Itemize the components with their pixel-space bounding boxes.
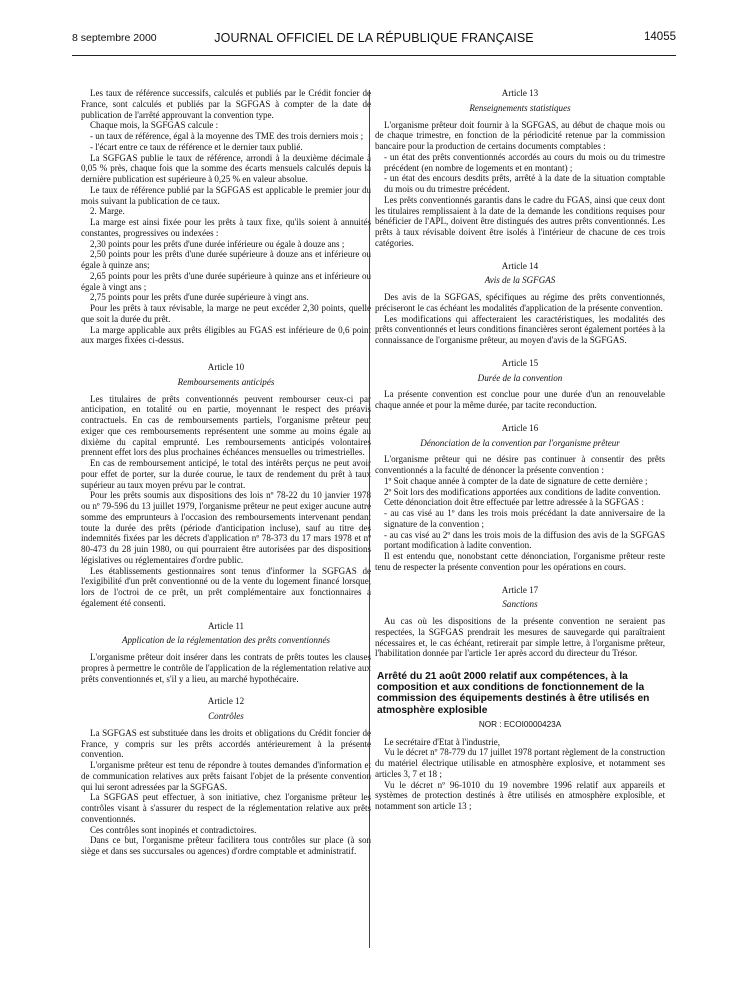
article-subtitle: Renseignements statistiques	[469, 102, 571, 113]
paragraph: En cas de remboursement anticipé, le total des intérêts perçus ne peut avoir pour effet de porter, sur la durée courue, le taux de rendement du prêt à taux supérieur au taux moyen prévu par le contrat.	[81, 458, 371, 490]
paragraph: Cette dénonciation doit être effectuée par lettre adressée à la SGFGAS :	[384, 497, 644, 508]
paragraph: La SGFGAS est substituée dans les droits et obligations du Crédit foncier de France, y compris sur les prêts accordés antérieurement à la présente convention.	[81, 727, 371, 760]
paragraph: La présente convention est conclue pour une durée d'un an renouvelable chaque année et pour la même durée, par tacite reconduction.	[375, 389, 665, 410]
paragraph: Il est entendu que, nonobstant cette dénonciation, l'organisme prêteur reste tenu de respecter la présente convention pour les opérations en cours.	[375, 551, 665, 572]
paragraph: Au cas où les dispositions de la présente convention ne seraient pas respectées, la SGFGAS prendrait les mesures de sauvegarde qui paraîtraient nécessaires et, le cas échéant, retirerait par simple lettre, à l'organisme prêteur, l'habilitation donnée par l'article 1er après accord du directeur du Trésor.	[375, 616, 665, 659]
paragraph: 1º Soit chaque année à compter de la date de signature de cette dernière ;	[384, 475, 648, 486]
paragraph: 2. Marge.	[90, 206, 125, 217]
paragraph: 2,30 points pour les prêts d'une durée inférieure ou égale à douze ans ;	[90, 238, 345, 249]
article-subtitle: Application de la réglementation des prêts conventionnés	[121, 635, 331, 646]
article-heading: Article 11	[207, 620, 245, 631]
list-item: - l'écart entre ce taux de référence et le dernier taux publié.	[90, 141, 303, 152]
paragraph: 2º Soit lors des modifications apportées aux conditions de ladite convention.	[384, 486, 661, 497]
paragraph: Les taux de référence successifs, calculés et publiés par le Crédit foncier de France, sont calculés et publiés par la SGFGAS à compter de la date de publication de l'arrêté approuvant la convention type.	[81, 88, 371, 120]
paragraph: Les prêts conventionnés garantis dans le cadre du FGAS, ainsi que ceux dont les titulaires remplissaient à la date de la demande les conditions requises pour bénéficier de l'APL, doivent être distingués des autres prêts conventionnés. Les prêts à taux révisable doivent être isolés à l'intérieur de chacune de ces trois catégories.	[375, 194, 665, 248]
paragraph: L'organisme prêteur est tenu de répondre à toutes demandes d'information et de communication relatives aux prêts faisant l'objet de la présente convention qui lui seront adressées par la SGFGAS.	[81, 760, 371, 792]
column-divider	[369, 90, 370, 948]
paragraph: Des avis de la SGFGAS, spécifiques au régime des prêts conventionnés, préciseront le cas échéant les modalités d'application de la présente convention.	[375, 292, 665, 313]
article-subtitle: Avis de la SGFGAS	[484, 275, 556, 286]
paragraph: La marge est ainsi fixée pour les prêts à taux fixe, qu'ils soient à annuités constantes, progressives ou indexées :	[81, 217, 371, 238]
header-date: 8 septembre 2000	[72, 32, 157, 44]
list-item: - au cas visé au 2º dans les trois mois de la diffusion des avis de la SGFGAS portant modification à ladite convention.	[384, 529, 665, 551]
list-item: - au cas visé au 1º dans les trois mois précédant la date anniversaire de la signature de la convention ;	[384, 508, 665, 529]
paragraph: Ces contrôles sont inopinés et contradictoires.	[90, 824, 257, 835]
article-heading: Article 17	[501, 584, 539, 595]
list-item: - un taux de référence, égal à la moyenne des TME des trois derniers mois ;	[90, 131, 364, 141]
paragraph: Dans ce but, l'organisme prêteur facilitera tous contrôles sur place (à son siège et dans ses succursales ou agences) d'ordre comptable et administratif.	[81, 835, 371, 856]
article-subtitle: Remboursements anticipés	[177, 376, 275, 387]
right-column	[375, 88, 665, 812]
page-number: 14055	[644, 31, 676, 43]
list-item: - un état des prêts conventionnés accordés au cours du mois ou du trimestre précédent (en nombre de logements et en montant) ;	[384, 151, 665, 173]
article-heading: Article 12	[207, 696, 245, 707]
left-column	[81, 88, 371, 857]
paragraph: 2,75 points pour les prêts d'une durée supérieure à vingt ans.	[90, 292, 309, 303]
paragraph: La SGFGAS publie le taux de référence, arrondi à la deuxième décimale à 0,05 % près, chaque fois que la somme des écarts mensuels calculés depuis la dernière publication est supérieure à 0,25 % en valeur absolue.	[81, 152, 371, 184]
paragraph: Le taux de référence publié par la SGFGAS est applicable le premier jour du mois suivant la publication de ce taux.	[81, 184, 371, 206]
article-heading: Article 16	[501, 422, 539, 433]
paragraph: Pour les prêts à taux révisable, la marge ne peut excéder 2,30 points, quelle que soit la durée du prêt.	[81, 303, 371, 324]
paragraph: La SGFGAS peut effectuer, à son initiative, chez l'organisme prêteur les contrôles visant à s'assurer du respect de la réglementation relative aux prêts conventionnés.	[81, 792, 371, 824]
article-subtitle: Sanctions	[502, 599, 538, 610]
paragraph: 2,50 points pour les prêts d'une durée supérieure à douze ans et inférieure ou égale à quinze ans;	[81, 249, 371, 270]
paragraph: Les titulaires de prêts conventionnés peuvent rembourser ceux-ci par anticipation, en totalité ou en partie, moyennant le respect des préavis contractuels. En cas de remboursements partiels, l'organisme prêteur peut exiger que ces remboursements représentent une somme au moins égale au dixième du capital emprunté. Les remboursements anticipés volontaires prennent effet lors des plus prochaines échéances mensuelles ou trimestrielles.	[81, 393, 371, 458]
paragraph: Les établissements gestionnaires sont tenus d'informer la SGFGAS de l'exigibilité d'un prêt conventionné ou de la vente du logement financé lorsque, lors de l'octroi de ce prêt, un prêt complémentaire aux fonctionnaires a également été consenti.	[81, 565, 371, 608]
paragraph: L'organisme prêteur doit insérer dans les contrats de prêts toutes les clauses propres à permettre le contrôle de l'application de la réglementation relative aux prêts conventionnés et, s'il y a lieu, au marché hypothécaire.	[81, 652, 371, 684]
paragraph: L'organisme prêteur qui ne désire pas continuer à consentir des prêts conventionnés a la faculté de dénoncer la présente convention :	[375, 454, 665, 475]
article-subtitle: Dénonciation de la convention par l'organisme prêteur	[420, 437, 620, 448]
page-header	[72, 30, 676, 46]
paragraph: La marge applicable aux prêts éligibles au FGAS est inférieure de 0,6 point aux marges fixées ci-dessus.	[81, 324, 371, 346]
paragraph: Les modifications qui affecteraient les caractéristiques, les modalités des prêts conventionnés et leurs conditions financières seront également portées à la connaissance de l'organisme prêteur, au moyen d'avis de la SGFGAS.	[375, 313, 665, 345]
decree-title: Arrêté du 21 août 2000 relatif aux compétences, à la composition et aux conditions de fonctionnement de la commission des équipements destinés à être utilisés en atmosphère explosible	[377, 671, 650, 716]
article-heading: Article 14	[501, 260, 539, 271]
paragraph: Vu le décret nº 96-1010 du 19 novembre 1996 relatif aux appareils et systèmes de protection destinés à être utilisés en atmosphère explosible, et notamment son article 13 ;	[375, 779, 665, 812]
article-subtitle: Durée de la convention	[477, 372, 563, 383]
paragraph: Chaque mois, la SGFGAS calcule :	[90, 120, 219, 131]
paragraph: Pour les prêts soumis aux dispositions des lois nº 78-22 du 10 janvier 1978 ou nº 79-596 du 13 juillet 1979, l'organisme prêteur ne peut exiger aucune autre somme des emprunteurs à l'occasion des remboursements intervenant pendant toute la durée des prêts (période d'anticipation incluse), sauf au titre des indemnités fixées par les décrets d'application nº 78-373 du 17 mars 1978 et nº 80-473 du 28 juin 1980, ou qui pourraient être autorisées par des dispositions législatives ou réglementaires d'ordre public.	[81, 490, 371, 565]
article-subtitle: Contrôles	[208, 711, 244, 721]
paragraph: Vu le décret nº 78-779 du 17 juillet 1978 portant règlement de la construction du matériel électrique utilisable en atmosphère explosive, et notamment ses articles 3, 7 et 18 ;	[375, 747, 665, 779]
nor-reference: NOR : ECOI0000423A	[478, 719, 562, 729]
list-item: - un état des encours desdits prêts, arrêté à la date de la situation comptable du mois ou du trimestre précédent.	[384, 173, 665, 194]
header-rule	[72, 55, 676, 56]
paragraph: Le secrétaire d'Etat à l'industrie,	[384, 736, 501, 747]
article-heading: Article 13	[501, 88, 539, 98]
journal-title: JOURNAL OFFICIEL DE LA RÉPUBLIQUE FRANÇAISE	[214, 31, 534, 45]
paragraph: L'organisme prêteur doit fournir à la SGFGAS, au début de chaque mois ou de chaque trimestre, en fonction de la périodicité retenue par la commission bancaire pour la production de certains documents comptables :	[375, 119, 665, 151]
paragraph: 2,65 points pour les prêts d'une durée supérieure à quinze ans et inférieure ou égale à vingt ans ;	[81, 270, 371, 292]
article-heading: Article 15	[501, 357, 539, 368]
article-heading: Article 10	[207, 362, 245, 372]
